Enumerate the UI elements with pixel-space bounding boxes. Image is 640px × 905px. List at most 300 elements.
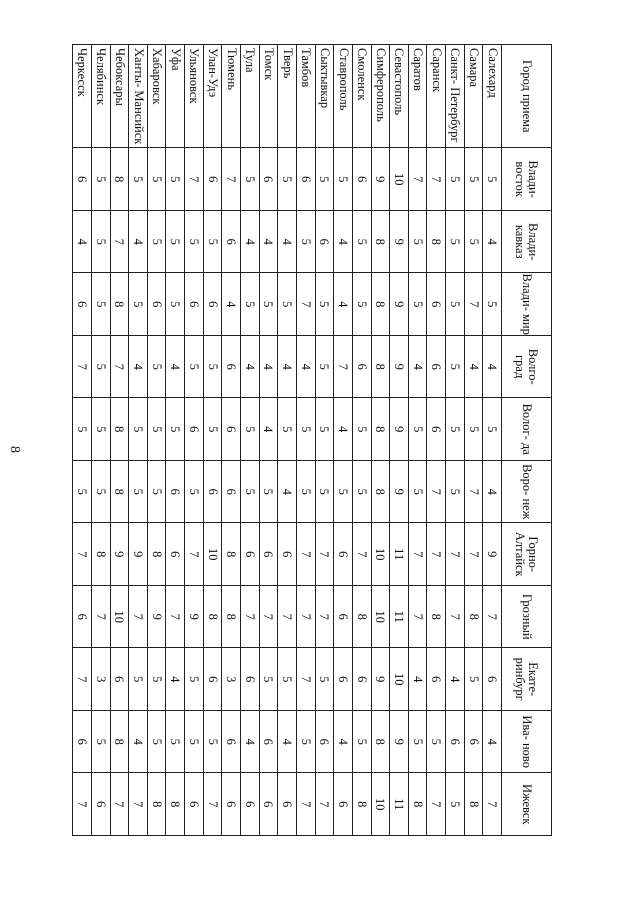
value-cell: 5	[185, 710, 204, 773]
table-row	[185, 45, 204, 836]
header-column: Влади- восток	[502, 148, 552, 211]
header-column: Ива- ново	[502, 710, 552, 773]
value-cell: 7	[446, 523, 465, 586]
value-cell: 6	[166, 460, 185, 523]
value-cell: 5	[315, 648, 334, 711]
table-row	[446, 45, 465, 836]
value-cell: 5	[91, 210, 110, 273]
value-cell: 7	[464, 460, 483, 523]
value-cell: 5	[147, 398, 166, 461]
value-cell: 4	[483, 460, 502, 523]
value-cell: 3	[222, 648, 241, 711]
value-cell: 5	[446, 210, 465, 273]
value-cell: 5	[166, 210, 185, 273]
value-cell: 8	[147, 523, 166, 586]
value-cell: 8	[222, 585, 241, 648]
city-cell: Самара	[464, 45, 483, 148]
value-cell: 5	[296, 398, 315, 461]
city-cell: Ставрополь	[334, 45, 353, 148]
value-cell: 7	[296, 648, 315, 711]
value-cell: 5	[185, 210, 204, 273]
value-cell: 6	[222, 210, 241, 273]
city-cell: Санкт- Петербург	[446, 45, 465, 148]
value-cell: 8	[110, 710, 129, 773]
value-cell: 7	[73, 523, 92, 586]
value-cell: 5	[446, 773, 465, 836]
city-cell: Салехард	[483, 45, 502, 148]
value-cell: 5	[91, 335, 110, 398]
value-cell: 9	[390, 273, 409, 336]
value-cell: 6	[296, 148, 315, 211]
value-cell: 5	[483, 148, 502, 211]
table-row	[296, 45, 315, 836]
value-cell: 8	[427, 210, 446, 273]
value-cell: 5	[464, 148, 483, 211]
value-cell: 6	[203, 648, 222, 711]
value-cell: 7	[222, 148, 241, 211]
value-cell: 6	[222, 335, 241, 398]
value-cell: 7	[110, 773, 129, 836]
value-cell: 6	[222, 398, 241, 461]
value-cell: 6	[166, 523, 185, 586]
value-cell: 5	[129, 273, 148, 336]
value-cell: 7	[166, 585, 185, 648]
value-cell: 4	[241, 710, 260, 773]
value-cell: 7	[334, 335, 353, 398]
value-cell: 5	[446, 460, 465, 523]
value-cell: 5	[408, 398, 427, 461]
value-cell: 5	[203, 710, 222, 773]
value-cell: 9	[110, 523, 129, 586]
value-cell: 4	[73, 210, 92, 273]
value-cell: 8	[110, 398, 129, 461]
value-cell: 7	[296, 585, 315, 648]
value-cell: 5	[408, 273, 427, 336]
value-cell: 6	[259, 773, 278, 836]
value-cell: 7	[427, 148, 446, 211]
value-cell: 5	[352, 710, 371, 773]
value-cell: 5	[334, 148, 353, 211]
value-cell: 5	[185, 460, 204, 523]
header-column: Грозный	[502, 585, 552, 648]
table-row	[278, 45, 297, 836]
table-row	[129, 45, 148, 836]
city-cell: Хабаровск	[147, 45, 166, 148]
value-cell: 5	[278, 648, 297, 711]
value-cell: 4	[241, 335, 260, 398]
value-cell: 7	[408, 148, 427, 211]
value-cell: 6	[185, 773, 204, 836]
city-cell: Томск	[259, 45, 278, 148]
value-cell: 6	[259, 710, 278, 773]
value-cell: 8	[464, 585, 483, 648]
value-cell: 4	[222, 273, 241, 336]
value-cell: 5	[296, 710, 315, 773]
value-cell: 7	[408, 523, 427, 586]
value-cell: 4	[483, 335, 502, 398]
value-cell: 5	[129, 648, 148, 711]
value-cell: 11	[390, 773, 409, 836]
value-cell: 7	[315, 585, 334, 648]
value-cell: 6	[222, 710, 241, 773]
value-cell: 6	[278, 523, 297, 586]
value-cell: 6	[73, 148, 92, 211]
value-cell: 5	[352, 460, 371, 523]
value-cell: 5	[278, 398, 297, 461]
value-cell: 7	[296, 273, 315, 336]
value-cell: 5	[241, 460, 260, 523]
schedule-table-container	[72, 44, 552, 836]
value-cell: 6	[241, 773, 260, 836]
value-cell: 6	[315, 210, 334, 273]
table-row	[222, 45, 241, 836]
value-cell: 4	[259, 335, 278, 398]
city-cell: Смоленск	[352, 45, 371, 148]
value-cell: 8	[352, 585, 371, 648]
value-cell: 6	[203, 460, 222, 523]
value-cell: 9	[390, 398, 409, 461]
table-row	[483, 45, 502, 836]
value-cell: 6	[185, 273, 204, 336]
table-row	[427, 45, 446, 836]
value-cell: 4	[334, 273, 353, 336]
value-cell: 6	[73, 273, 92, 336]
value-cell: 6	[222, 460, 241, 523]
value-cell: 5	[483, 273, 502, 336]
value-cell: 4	[259, 398, 278, 461]
value-cell: 7	[446, 585, 465, 648]
header-column: Екате- ринбург	[502, 648, 552, 711]
value-cell: 5	[352, 210, 371, 273]
value-cell: 5	[259, 460, 278, 523]
value-cell: 7	[129, 773, 148, 836]
value-cell: 6	[427, 398, 446, 461]
value-cell: 5	[315, 273, 334, 336]
table-row	[203, 45, 222, 836]
value-cell: 4	[334, 210, 353, 273]
value-cell: 5	[464, 210, 483, 273]
value-cell: 7	[352, 523, 371, 586]
value-cell: 4	[129, 710, 148, 773]
value-cell: 8	[371, 273, 390, 336]
value-cell: 6	[91, 773, 110, 836]
value-cell: 6	[203, 273, 222, 336]
value-cell: 5	[203, 335, 222, 398]
value-cell: 3	[91, 648, 110, 711]
value-cell: 7	[296, 523, 315, 586]
value-cell: 9	[390, 460, 409, 523]
value-cell: 8	[110, 273, 129, 336]
value-cell: 5	[166, 710, 185, 773]
city-cell: Саратов	[408, 45, 427, 148]
schedule-table	[72, 44, 552, 836]
value-cell: 6	[185, 398, 204, 461]
value-cell: 6	[427, 273, 446, 336]
city-cell: Тверь	[278, 45, 297, 148]
value-cell: 5	[147, 710, 166, 773]
value-cell: 6	[427, 648, 446, 711]
value-cell: 6	[334, 773, 353, 836]
table-row	[91, 45, 110, 836]
city-cell: Чебоксары	[110, 45, 129, 148]
value-cell: 11	[390, 523, 409, 586]
table-row	[334, 45, 353, 836]
value-cell: 7	[241, 585, 260, 648]
city-cell: Тюмень	[222, 45, 241, 148]
city-cell: Саранск	[427, 45, 446, 148]
value-cell: 5	[334, 460, 353, 523]
value-cell: 7	[464, 273, 483, 336]
value-cell: 6	[446, 710, 465, 773]
table-row	[371, 45, 390, 836]
value-cell: 4	[278, 460, 297, 523]
value-cell: 4	[408, 335, 427, 398]
table-row	[315, 45, 334, 836]
value-cell: 9	[390, 335, 409, 398]
value-cell: 8	[408, 773, 427, 836]
value-cell: 5	[296, 210, 315, 273]
value-cell: 5	[315, 335, 334, 398]
value-cell: 5	[259, 648, 278, 711]
value-cell: 5	[166, 273, 185, 336]
value-cell: 6	[259, 148, 278, 211]
value-cell: 5	[166, 148, 185, 211]
value-cell: 5	[147, 210, 166, 273]
value-cell: 8	[222, 523, 241, 586]
value-cell: 8	[91, 523, 110, 586]
value-cell: 10	[371, 773, 390, 836]
value-cell: 7	[91, 585, 110, 648]
value-cell: 5	[203, 210, 222, 273]
value-cell: 6	[352, 648, 371, 711]
value-cell: 4	[278, 335, 297, 398]
city-cell: Уфа	[166, 45, 185, 148]
value-cell: 9	[483, 523, 502, 586]
value-cell: 4	[241, 210, 260, 273]
value-cell: 5	[278, 148, 297, 211]
value-cell: 6	[464, 710, 483, 773]
value-cell: 5	[147, 335, 166, 398]
value-cell: 4	[166, 335, 185, 398]
value-cell: 4	[446, 648, 465, 711]
value-cell: 7	[110, 210, 129, 273]
value-cell: 5	[427, 710, 446, 773]
value-cell: 4	[296, 335, 315, 398]
value-cell: 5	[446, 398, 465, 461]
header-column: Воро- неж	[502, 460, 552, 523]
header-column: Волог- да	[502, 398, 552, 461]
value-cell: 7	[464, 523, 483, 586]
table-row	[241, 45, 260, 836]
value-cell: 8	[166, 773, 185, 836]
header-column: Ижевск	[502, 773, 552, 836]
value-cell: 8	[371, 335, 390, 398]
value-cell: 4	[483, 210, 502, 273]
value-cell: 5	[408, 460, 427, 523]
value-cell: 5	[147, 460, 166, 523]
value-cell: 9	[147, 585, 166, 648]
value-cell: 6	[427, 335, 446, 398]
value-cell: 5	[129, 148, 148, 211]
city-cell: Челябинск	[91, 45, 110, 148]
value-cell: 5	[129, 398, 148, 461]
value-cell: 7	[129, 585, 148, 648]
value-cell: 5	[408, 710, 427, 773]
value-cell: 4	[259, 210, 278, 273]
city-cell: Черкесск	[73, 45, 92, 148]
value-cell: 5	[166, 398, 185, 461]
value-cell: 4	[464, 335, 483, 398]
header-city: Город приема	[502, 45, 552, 148]
value-cell: 9	[390, 710, 409, 773]
value-cell: 6	[241, 523, 260, 586]
value-cell: 8	[371, 210, 390, 273]
header-column: Влади- кавказ	[502, 210, 552, 273]
value-cell: 7	[73, 648, 92, 711]
value-cell: 6	[278, 773, 297, 836]
value-cell: 8	[110, 148, 129, 211]
header-column: Влади- мир	[502, 273, 552, 336]
value-cell: 10	[203, 523, 222, 586]
value-cell: 6	[110, 648, 129, 711]
value-cell: 4	[278, 210, 297, 273]
value-cell: 5	[352, 273, 371, 336]
value-cell: 10	[371, 585, 390, 648]
value-cell: 7	[483, 585, 502, 648]
value-cell: 4	[483, 710, 502, 773]
value-cell: 4	[278, 710, 297, 773]
value-cell: 5	[241, 398, 260, 461]
value-cell: 10	[371, 523, 390, 586]
value-cell: 6	[147, 273, 166, 336]
table-row	[166, 45, 185, 836]
value-cell: 6	[352, 335, 371, 398]
value-cell: 6	[334, 648, 353, 711]
city-cell: Севастополь	[390, 45, 409, 148]
value-cell: 7	[427, 773, 446, 836]
city-cell: Улан-Удэ	[203, 45, 222, 148]
value-cell: 5	[315, 460, 334, 523]
value-cell: 6	[315, 710, 334, 773]
value-cell: 10	[390, 148, 409, 211]
value-cell: 5	[185, 648, 204, 711]
value-cell: 6	[259, 523, 278, 586]
city-cell: Ульяновск	[185, 45, 204, 148]
value-cell: 5	[408, 210, 427, 273]
value-cell: 5	[296, 460, 315, 523]
value-cell: 6	[334, 585, 353, 648]
table-row	[73, 45, 92, 836]
value-cell: 6	[73, 710, 92, 773]
value-cell: 7	[427, 523, 446, 586]
value-cell: 7	[259, 585, 278, 648]
city-cell: Сыктывкар	[315, 45, 334, 148]
value-cell: 6	[483, 648, 502, 711]
value-cell: 7	[427, 460, 446, 523]
value-cell: 5	[91, 398, 110, 461]
value-cell: 5	[91, 460, 110, 523]
header-column: Волго- град	[502, 335, 552, 398]
page-number: 8	[7, 446, 22, 453]
value-cell: 5	[259, 273, 278, 336]
value-cell: 4	[334, 398, 353, 461]
value-cell: 6	[222, 773, 241, 836]
value-cell: 5	[91, 148, 110, 211]
value-cell: 4	[166, 648, 185, 711]
value-cell: 5	[483, 398, 502, 461]
table-row	[110, 45, 129, 836]
value-cell: 8	[203, 585, 222, 648]
value-cell: 4	[408, 648, 427, 711]
value-cell: 5	[446, 148, 465, 211]
value-cell: 7	[315, 773, 334, 836]
value-cell: 5	[446, 335, 465, 398]
value-cell: 4	[334, 710, 353, 773]
value-cell: 8	[352, 773, 371, 836]
value-cell: 10	[390, 648, 409, 711]
city-cell: Симферополь	[371, 45, 390, 148]
city-cell: Ханты- Мансийск	[129, 45, 148, 148]
value-cell: 6	[203, 148, 222, 211]
value-cell: 7	[408, 585, 427, 648]
table-header-row	[502, 45, 552, 836]
header-column: Горно- Алтайск	[502, 523, 552, 586]
value-cell: 9	[390, 210, 409, 273]
value-cell: 5	[129, 460, 148, 523]
value-cell: 7	[185, 148, 204, 211]
value-cell: 6	[73, 585, 92, 648]
value-cell: 10	[110, 585, 129, 648]
value-cell: 5	[315, 398, 334, 461]
value-cell: 5	[147, 148, 166, 211]
value-cell: 9	[371, 648, 390, 711]
value-cell: 5	[185, 335, 204, 398]
value-cell: 7	[185, 523, 204, 586]
value-cell: 4	[129, 335, 148, 398]
value-cell: 6	[241, 648, 260, 711]
table-row	[464, 45, 483, 836]
value-cell: 7	[73, 773, 92, 836]
table-row	[352, 45, 371, 836]
table-row	[259, 45, 278, 836]
value-cell: 5	[241, 273, 260, 336]
value-cell: 6	[352, 148, 371, 211]
city-cell: Тамбов	[296, 45, 315, 148]
value-cell: 8	[147, 773, 166, 836]
value-cell: 5	[73, 398, 92, 461]
value-cell: 8	[371, 460, 390, 523]
value-cell: 9	[129, 523, 148, 586]
value-cell: 7	[110, 335, 129, 398]
value-cell: 7	[203, 773, 222, 836]
value-cell: 7	[315, 523, 334, 586]
value-cell: 5	[352, 398, 371, 461]
value-cell: 5	[315, 148, 334, 211]
value-cell: 7	[73, 335, 92, 398]
value-cell: 9	[371, 148, 390, 211]
value-cell: 4	[129, 210, 148, 273]
value-cell: 5	[91, 273, 110, 336]
value-cell: 11	[390, 585, 409, 648]
value-cell: 8	[371, 710, 390, 773]
value-cell: 5	[278, 273, 297, 336]
value-cell: 7	[278, 585, 297, 648]
value-cell: 5	[464, 398, 483, 461]
value-cell: 5	[464, 648, 483, 711]
value-cell: 5	[91, 710, 110, 773]
value-cell: 5	[73, 460, 92, 523]
city-cell: Тула	[241, 45, 260, 148]
